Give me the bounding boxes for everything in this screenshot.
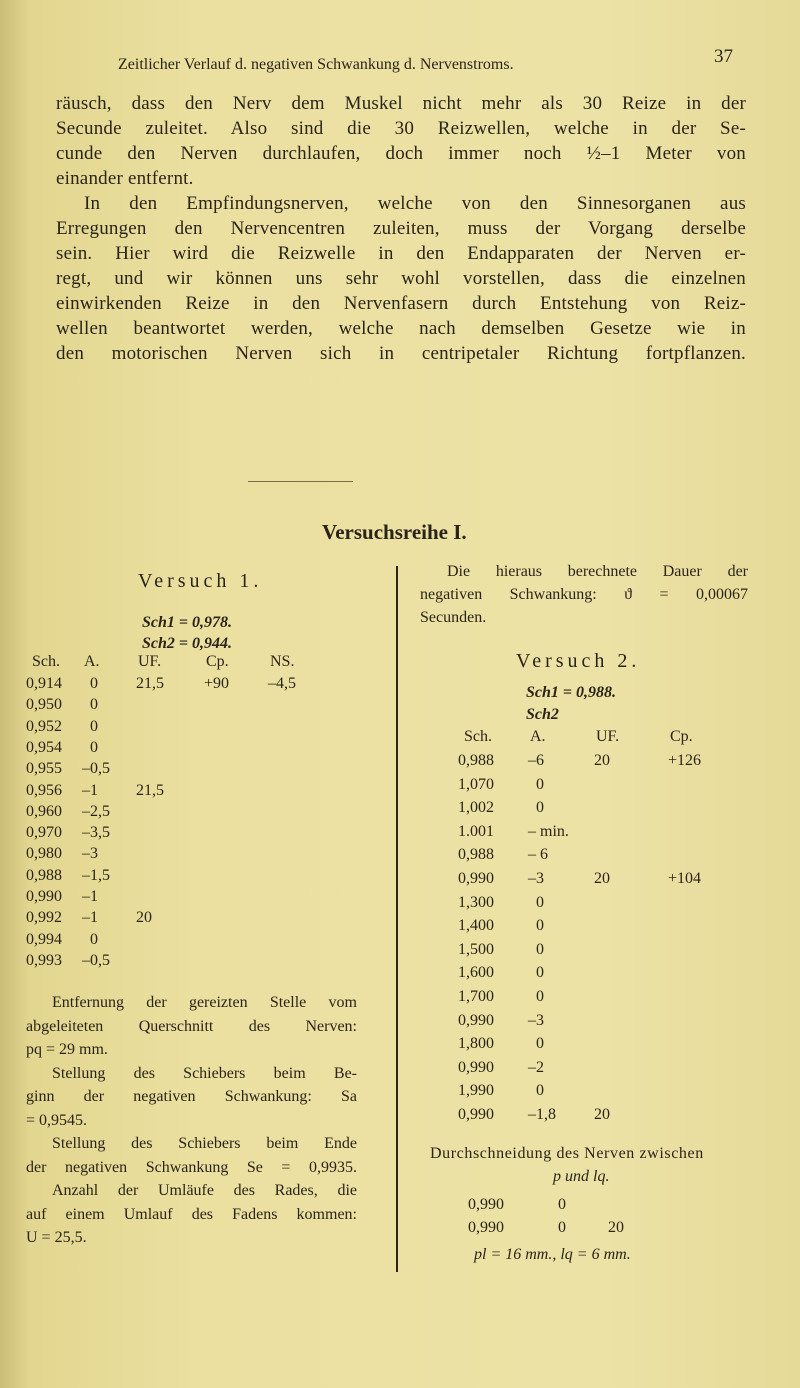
table-cell: – min. xyxy=(528,822,569,840)
table-cell: 1,700 xyxy=(458,988,494,1005)
note-line: Stellung des Schiebers beim Be- xyxy=(52,1064,357,1082)
table-cell: 0 xyxy=(90,675,98,692)
table-cell: –4,5 xyxy=(268,675,296,692)
table-cell: 20 xyxy=(136,909,152,927)
table-cell: –1 xyxy=(82,888,98,905)
column-divider xyxy=(396,566,398,1272)
table-cell: –0,5 xyxy=(82,951,110,969)
column-header: UF. xyxy=(596,728,620,745)
table-cell: 0,993 xyxy=(26,951,62,969)
note-line: pq = 29 mm. xyxy=(26,1041,108,1058)
note-line: = 0,9545. xyxy=(26,1111,88,1129)
versuch2-title: Versuch 2. xyxy=(516,650,641,672)
body-line: cunde den Nerven durchlaufen, doch immer noch ½–1 Meter von xyxy=(56,143,746,164)
body-line: Secunde zuleitet. Also sind die 30 Reizwellen, welche in der Se- xyxy=(56,118,746,139)
versuch2-sch1: Sch1 = 0,988. xyxy=(526,684,617,701)
body-line: einwirkenden Reize in den Nervenfasern durch Entstehung von Reiz- xyxy=(56,293,746,314)
table-cell: 0 xyxy=(536,917,544,935)
column-header: UF. xyxy=(138,653,162,670)
versuch1-sch1: Sch1 = 0,978. xyxy=(142,614,233,631)
versuch1-sch2: Sch2 = 0,944. xyxy=(142,635,233,652)
table-cell: –1,8 xyxy=(528,1106,556,1123)
table-cell: 0,990 xyxy=(468,1196,504,1213)
table-cell: 0 xyxy=(536,799,544,817)
table-cell: +90 xyxy=(204,675,230,692)
table-cell: 0,990 xyxy=(458,1011,494,1029)
table-cell: –1,5 xyxy=(82,866,110,884)
table-cell: 1.001 xyxy=(458,822,494,840)
table-cell: +126 xyxy=(668,752,702,769)
table-cell: 1,400 xyxy=(458,917,494,935)
table-cell: –6 xyxy=(528,752,544,769)
table-cell: –3,5 xyxy=(82,824,110,842)
section-divider xyxy=(248,481,353,482)
table-cell: 0,990 xyxy=(458,1058,494,1076)
table-cell: 0 xyxy=(536,964,544,982)
table-cell: 0,990 xyxy=(458,870,494,887)
table-cell: 0,988 xyxy=(26,866,62,884)
series-title: Versuchsreihe I. xyxy=(322,520,467,544)
table-cell: 0,994 xyxy=(26,930,62,948)
table-cell: 21,5 xyxy=(136,781,164,799)
table-cell: 0,956 xyxy=(26,781,62,799)
column-header: NS. xyxy=(270,653,295,670)
note-line: abgeleiteten Querschnitt des Nerven: xyxy=(26,1017,357,1035)
table-cell: 0,955 xyxy=(26,760,62,778)
table-cell: –3 xyxy=(528,1011,544,1029)
table-cell: 0 xyxy=(536,1035,544,1053)
table-cell: –0,5 xyxy=(82,760,110,778)
body-line: wellen beantwortet werden, welche nach demselben Gesetze wie in xyxy=(56,318,746,339)
column-header: Cp. xyxy=(670,728,693,745)
table-cell: 0,992 xyxy=(26,909,62,927)
table-cell: 0,980 xyxy=(26,845,62,863)
table-cell: 0 xyxy=(90,738,98,756)
table-cell: 0,914 xyxy=(26,675,62,692)
table-cell: 0 xyxy=(90,717,98,735)
table-cell: 1,500 xyxy=(458,940,494,958)
note-line: der negativen Schwankung Se = 0,9935. xyxy=(26,1158,357,1176)
table-cell: 1,002 xyxy=(458,799,494,817)
table-cell: 0,952 xyxy=(26,717,62,735)
duration-line: Die hieraus berechnete Dauer der xyxy=(447,563,748,580)
body-line: In den Empfindungsnerven, welche von den Sinnesorganen aus xyxy=(84,193,746,214)
body-line: regt, und wir können uns sehr wohl vorstellen, dass die einzelnen xyxy=(56,268,746,289)
table-cell: 1,800 xyxy=(458,1035,494,1053)
table-cell: 1,070 xyxy=(458,775,494,793)
note-line: Entfernung der gereizten Stelle vom xyxy=(52,994,357,1011)
table-cell: –1 xyxy=(82,909,98,927)
table-cell: 21,5 xyxy=(136,675,164,692)
note-line: ginn der negativen Schwankung: Sa xyxy=(26,1088,357,1105)
table-cell: 1,300 xyxy=(458,893,494,911)
note-line: Anzahl der Umläufe des Rades, die xyxy=(52,1182,357,1199)
running-title: Zeitlicher Verlauf d. negativen Schwankung d. Nervenstroms. xyxy=(118,56,514,73)
table-cell: 20 xyxy=(594,1106,610,1123)
page-number: 37 xyxy=(714,46,733,67)
versuch2-sch2: Sch2 xyxy=(526,706,559,723)
body-line: den motorischen Nerven sich in centripetaler Richtung fortpflanzen. xyxy=(56,343,746,364)
table-cell: – 6 xyxy=(528,846,548,864)
table-cell: 0 xyxy=(536,1082,544,1100)
duration-line: negativen Schwankung: ϑ = 0,00067 xyxy=(420,586,748,603)
note-line: U = 25,5. xyxy=(26,1229,87,1246)
body-line: sein. Hier wird die Reizwelle in den Endapparaten der Nerven er- xyxy=(56,243,746,264)
table-cell: 0,990 xyxy=(26,888,62,905)
column-header: Sch. xyxy=(32,653,60,670)
table-cell: 0 xyxy=(558,1219,566,1236)
table-cell: 0 xyxy=(90,696,98,714)
table-cell: 0,970 xyxy=(26,824,62,842)
body-line: Erregungen den Nervencentren zuleiten, muss der Vorgang derselbe xyxy=(56,218,746,239)
cut-note: Durchschneidung des Nerven zwischen xyxy=(430,1145,704,1162)
table-cell: 0 xyxy=(536,988,544,1005)
table-cell: 0 xyxy=(558,1196,566,1213)
table-cell: +104 xyxy=(668,870,702,887)
table-cell: 0 xyxy=(536,775,544,793)
table-cell: –2,5 xyxy=(82,802,110,820)
note-line: auf einem Umlauf des Fadens kommen: xyxy=(26,1205,357,1223)
table-cell: 0,988 xyxy=(458,846,494,864)
distances: pl = 16 mm., lq = 6 mm. xyxy=(474,1246,631,1263)
table-cell: 0 xyxy=(536,893,544,911)
column-header: Sch. xyxy=(464,728,492,745)
cut-note-2: p und lq. xyxy=(553,1168,610,1185)
table-cell: 0,954 xyxy=(26,738,62,756)
column-header: A. xyxy=(84,653,100,670)
table-cell: 1,990 xyxy=(458,1082,494,1100)
table-cell: 0,990 xyxy=(468,1219,504,1236)
duration-line: Secunden. xyxy=(420,609,487,626)
table-cell: 0 xyxy=(536,940,544,958)
table-cell: 0,950 xyxy=(26,696,62,714)
table-cell: 0,960 xyxy=(26,802,62,820)
table-cell: –2 xyxy=(528,1058,544,1076)
note-line: Stellung des Schiebers beim Ende xyxy=(52,1135,357,1152)
versuch1-title: Versuch 1. xyxy=(138,570,263,592)
table-cell: –3 xyxy=(82,845,98,863)
column-header: A. xyxy=(530,728,546,745)
table-cell: –3 xyxy=(528,870,544,887)
table-cell: 0,988 xyxy=(458,752,494,769)
body-line: einander entfernt. xyxy=(56,168,194,189)
table-cell: 1,600 xyxy=(458,964,494,982)
table-cell: 20 xyxy=(594,752,610,769)
column-header: Cp. xyxy=(206,653,229,670)
table-cell: 20 xyxy=(608,1219,624,1236)
body-line: räusch, dass den Nerv dem Muskel nicht mehr als 30 Reize in der xyxy=(56,93,746,114)
table-cell: –1 xyxy=(82,781,98,799)
table-cell: 20 xyxy=(594,870,610,887)
table-cell: 0 xyxy=(90,930,98,948)
table-cell: 0,990 xyxy=(458,1106,494,1123)
